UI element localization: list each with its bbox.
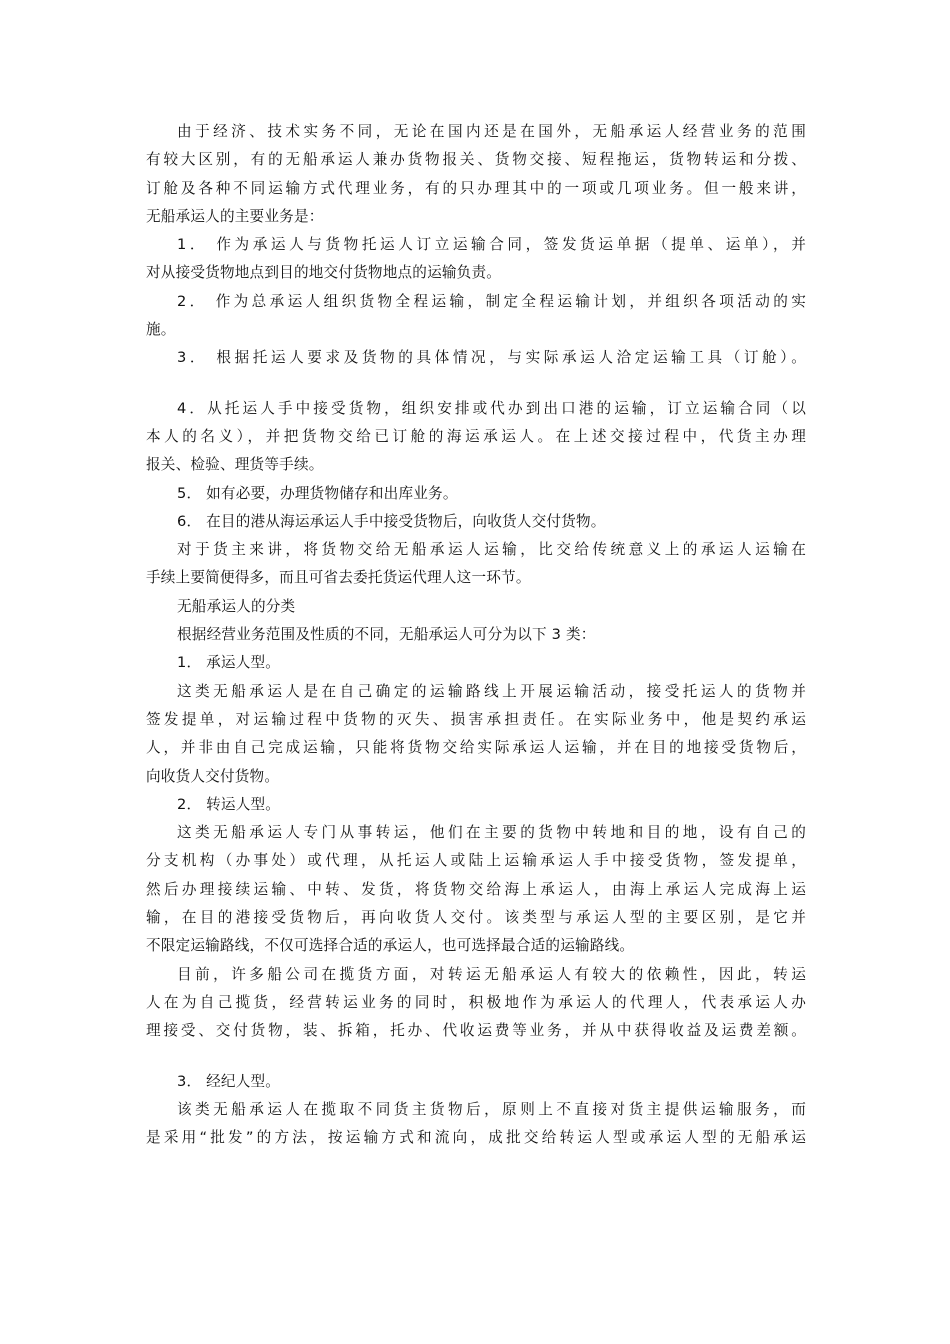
document-body (146, 118, 806, 1152)
text-line: 施。 (146, 321, 176, 339)
text-line: 订舱及各种不同运输方式代理业务，有的只办理其中的一项或几项业务。但一般来讲， (146, 179, 806, 197)
text-line: 不限定运输路线，不仅可选择合适的承运人，也可选择最合适的运输路线。 (146, 937, 635, 955)
text-line: 人在为自己揽货，经营转运业务的同时，积极地作为承运人的代理人，代表承运人办 (146, 993, 806, 1011)
text-line: 人，并非由自己完成运输，只能将货物交给实际承运人运输，并在目的地接受货物后， (146, 739, 806, 757)
section-heading: 无船承运人的分类 (177, 597, 296, 615)
text-line: 报关、检验、理货等手续。 (146, 456, 324, 474)
text-line: 签发提单，对运输过程中货物的灭失、损害承担责任。在实际业务中，他是契约承运 (146, 710, 806, 728)
text-line: 是采用“批发”的方法，按运输方式和流向，成批交给转运人型或承运人型的无船承运 (146, 1129, 806, 1147)
type-heading-2: 2． 转运人型。 (177, 795, 281, 813)
paragraph-gap (146, 1046, 806, 1068)
text-line: 理接受、交付货物，装、拆箱，托办、代收运费等业务，并从中获得收益及运费差额。 (146, 1022, 806, 1040)
text-line: 对从接受货物地点到目的地交付货物地点的运输负责。 (146, 264, 502, 282)
paragraph-gap (146, 373, 806, 395)
text-line: 该类无船承运人在揽取不同货主货物后，原则上不直接对货主提供运输服务，而 (177, 1100, 806, 1118)
text-line: 输，在目的港接受货物后，再向收货人交付。该类型与承运人型的主要区别，是它并 (146, 909, 806, 927)
list-item-6: 6． 在目的港从海运承运人手中接受货物后，向收货人交付货物。 (177, 512, 606, 530)
text-line: 手续上要简便得多，而且可省去委托货运代理人这一环节。 (146, 569, 531, 587)
text-line: 有较大区别，有的无船承运人兼办货物报关、货物交接、短程拖运，货物转运和分拨、 (146, 151, 806, 169)
list-item-1: 1． 作为承运人与货物托运人订立运输合同，签发货运单据（提单、运单），并 (177, 236, 806, 254)
list-item-3: 3． 根据托运人要求及货物的具体情况，与实际承运人洽定运输工具（订舱）。 (177, 349, 806, 367)
text-line: 目前，许多船公司在揽货方面，对转运无船承运人有较大的依赖性，因此，转运 (177, 965, 806, 983)
text-line: 无船承运人的主要业务是： (146, 207, 324, 225)
text-line: 这类无船承运人是在自己确定的运输路线上开展运输活动，接受托运人的货物并 (177, 682, 806, 700)
list-item-5: 5． 如有必要，办理货物储存和出库业务。 (177, 484, 458, 502)
type-heading-1: 1． 承运人型。 (177, 654, 281, 672)
text-line: 向收货人交付货物。 (146, 767, 280, 785)
text-line: 由于经济、技术实务不同，无论在国内还是在国外，无船承运人经营业务的范围 (177, 123, 806, 140)
list-item-4: 4．从托运人手中接受货物，组织安排或代办到出口港的运输，订立运输合同（以 (177, 399, 806, 417)
list-item-2: 2． 作为总承运人组织货物全程运输，制定全程运输计划，并组织各项活动的实 (177, 292, 806, 310)
text-line: 这类无船承运人专门从事转运，他们在主要的货物中转地和目的地，设有自己的 (177, 824, 806, 842)
text-line: 本人的名义），并把货物交给已订舱的海运承运人。在上述交接过程中，代货主办理 (146, 427, 806, 445)
text-line: 根据经营业务范围及性质的不同，无船承运人可分为以下 3 类： (177, 626, 596, 644)
text-line: 对于货主来讲，将货物交给无船承运人运输，比交给传统意义上的承运人运输在 (177, 541, 806, 559)
type-heading-3: 3． 经纪人型。 (177, 1072, 281, 1090)
text-line: 然后办理接续运输、中转、发货，将货物交给海上承运人，由海上承运人完成海上运 (146, 880, 806, 898)
text-line: 分支机构（办事处）或代理，从托运人或陆上运输承运人手中接受货物，签发提单， (146, 852, 806, 870)
